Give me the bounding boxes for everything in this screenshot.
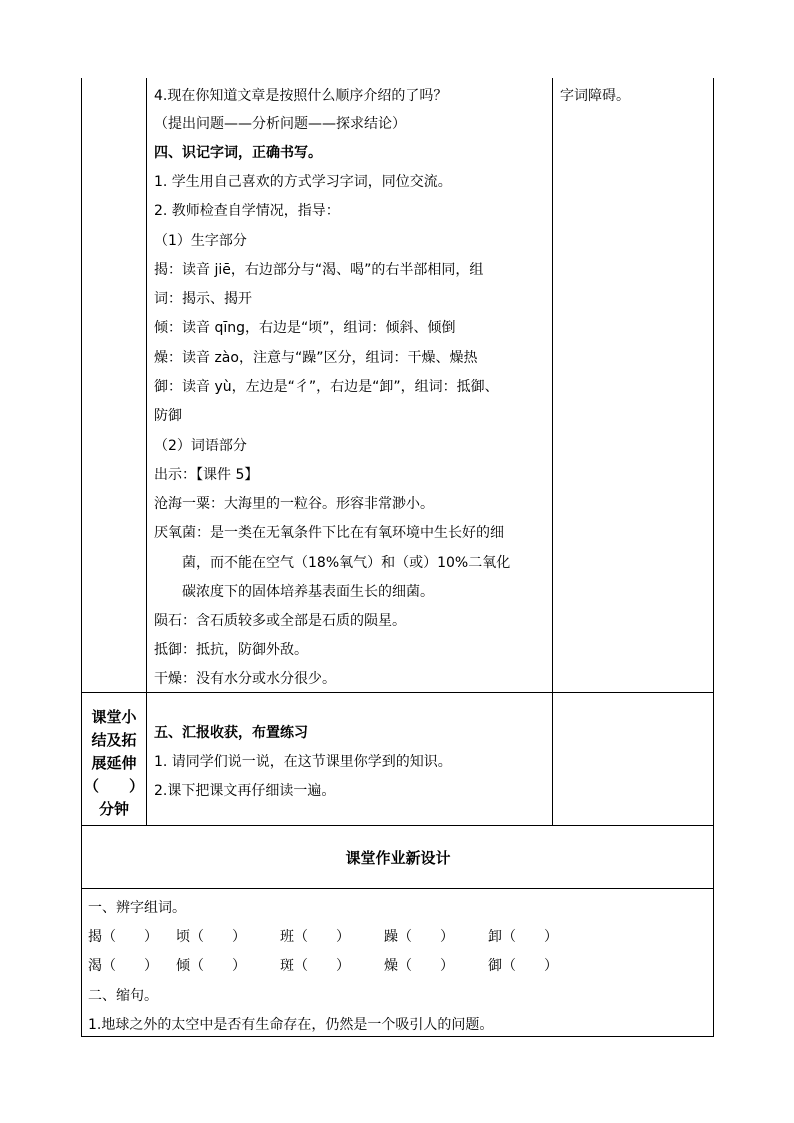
word-item: 斑（ ） bbox=[280, 958, 350, 974]
process-line: 2. 教师检查自学情况，指导： bbox=[154, 203, 340, 219]
summary-heading: 五、汇报收获，布置练习 bbox=[154, 725, 308, 741]
process-line: 1. 学生用自己喜欢的方式学习字词，同位交流。 bbox=[154, 174, 452, 190]
word-item: 御（ ） bbox=[488, 958, 558, 974]
word-item: 躁（ ） bbox=[384, 929, 454, 945]
process-line: 沧海一粟：大海里的一粒谷。形容非常渺小。 bbox=[154, 496, 434, 512]
process-line: 燥：读音 zào，注意与“躁”区分，组词：干燥、燥热 bbox=[154, 350, 478, 366]
process-line: 词：揭示、揭开 bbox=[154, 291, 252, 307]
table-border-right bbox=[713, 78, 714, 1036]
homework-section-1: 一、辨字组词。 bbox=[88, 900, 186, 916]
process-line: 碳浓度下的固体培养基表面生长的细菌。 bbox=[182, 584, 434, 600]
process-line: 菌，而不能在空气（18%氧气）和（或）10%二氧化 bbox=[182, 555, 511, 571]
summary-line: 2.课下把课文再仔细读一遍。 bbox=[154, 783, 336, 799]
homework-section-2: 二、缩句。 bbox=[88, 988, 158, 1004]
homework-question-1: 1.地球之外的太空中是否有生命存在，仍然是一个吸引人的问题。 bbox=[88, 1017, 494, 1033]
process-line: （提出问题——分析问题——探求结论） bbox=[154, 116, 406, 132]
word-item: 班（ ） bbox=[280, 929, 350, 945]
table-border-bottom bbox=[81, 1036, 714, 1037]
row-divider-3 bbox=[81, 888, 714, 889]
summary-label: 课堂小 结及拓 展延伸 （ ） 分钟 bbox=[83, 708, 144, 818]
process-line: （1）生字部分 bbox=[154, 233, 247, 249]
column-divider-1 bbox=[146, 78, 147, 825]
process-line: 厌氧菌：是一类在无氧条件下比在有氧环境中生长好的细 bbox=[154, 525, 504, 541]
process-line: 倾：读音 qīng，右边是“顷”，组词：倾斜、倾倒 bbox=[154, 320, 456, 336]
process-line: 御：读音 yù，左边是“彳”，右边是“卸”，组词：抵御、 bbox=[154, 379, 499, 395]
process-line: 防御 bbox=[154, 408, 182, 424]
process-line: 抵御：抵抗，防御外敌。 bbox=[154, 642, 308, 658]
homework-title: 课堂作业新设计 bbox=[345, 849, 451, 867]
process-line: 揭：读音 jiē，右边部分与“渴、喝”的右半部相同，组 bbox=[154, 262, 484, 278]
process-line: （2）词语部分 bbox=[154, 438, 247, 454]
summary-line: 1. 请同学们说一说，在这节课里你学到的知识。 bbox=[154, 754, 452, 770]
process-line: 出示：【课件 5】 bbox=[154, 467, 259, 483]
word-item: 卸（ ） bbox=[488, 929, 558, 945]
table-border-left bbox=[81, 78, 82, 1036]
row-divider-1 bbox=[81, 692, 714, 693]
word-item: 揭（ ） bbox=[88, 929, 158, 945]
word-item: 顷（ ） bbox=[176, 929, 246, 945]
row-divider-2 bbox=[81, 825, 714, 826]
column-divider-2 bbox=[552, 78, 553, 825]
word-item: 渴（ ） bbox=[88, 958, 158, 974]
process-line: 干燥：没有水分或水分很少。 bbox=[154, 671, 336, 687]
word-item: 倾（ ） bbox=[176, 958, 246, 974]
process-line: 陨石：含石质较多或全部是石质的陨星。 bbox=[154, 613, 406, 629]
section-heading: 四、识记字词，正确书写。 bbox=[154, 145, 322, 161]
process-line: 4.现在你知道文章是按照什么顺序介绍的了吗？ bbox=[154, 88, 448, 104]
design-intent-note: 字词障碍。 bbox=[560, 88, 630, 104]
word-item: 燥（ ） bbox=[384, 958, 454, 974]
